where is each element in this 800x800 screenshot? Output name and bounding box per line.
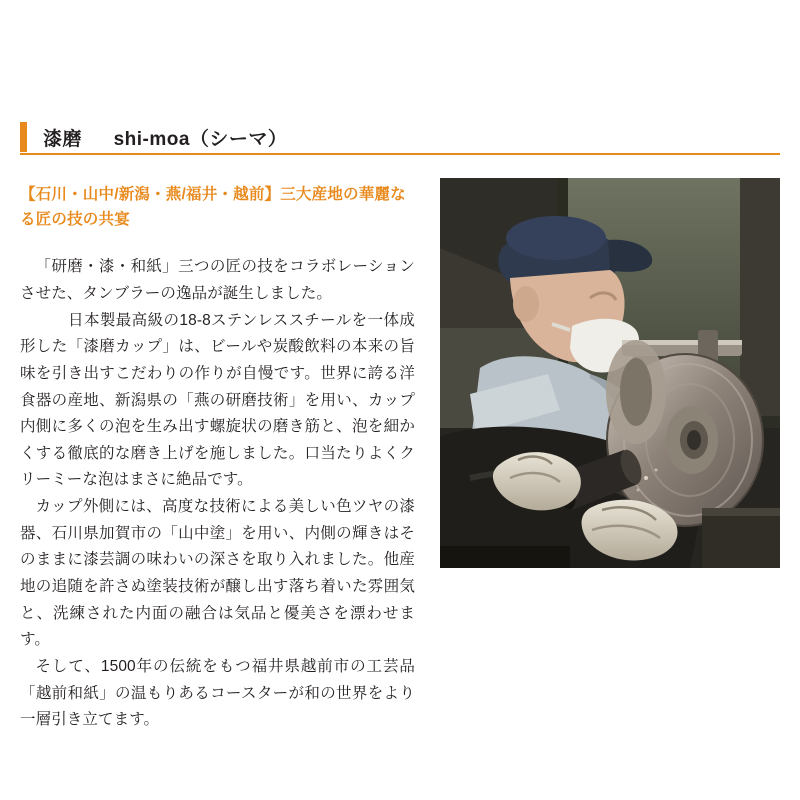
body-paragraph-2: 日本製最高級の18-8ステンレススチールを一体成形した「漆磨カップ」は、ビールや炭酸飲料の本来の旨味を引き出すこだわりの作りが自慢です。世界に誇る洋食器の産地、新潟県の「燕の研磨技術」を用い、カップ内側に多くの泡を生み出す螺旋状の磨き筋と、泡を細かくする徹底的な磨き上げを施しました。口当たりよくクリーミーな泡はまさに絶品です。 [20, 311, 415, 489]
body-paragraph-4: そして、1500年の伝統をもつ福井県越前市の工芸品「越前和紙」の温もりあるコースターが和の世界をより一層引き立てます。 [20, 658, 415, 729]
body-paragraph-3: カップ外側には、高度な技術による美しい色ツヤの漆器、石川県加賀市の「山中塗」を用い、内側の輝きはそのままに漆芸調の味わいの深さを取り入れました。他産地の追随を許さぬ塗装技術が醸し出す落ち着いた雰囲気と、洗練された内面の融合は気品と優美さを漂わせます。 [20, 498, 415, 649]
text-column [20, 182, 415, 734]
title-accent-bar [20, 122, 27, 152]
title-main: 漆磨 [43, 128, 83, 150]
lead-paragraph: 【石川・山中/新潟・燕/福井・越前】三大産地の華麗なる匠の技の共宴 [20, 186, 406, 229]
title-text [43, 124, 287, 151]
photo-illustration [440, 178, 780, 568]
page-title [20, 120, 780, 154]
craftsman-photo [440, 178, 780, 568]
title-roman: shi-moa（シーマ） [113, 128, 288, 150]
title-underline [20, 153, 780, 155]
body-copy [20, 254, 415, 734]
body-paragraph-1: 「研磨・漆・和紙」三つの匠の技をコラボレーションさせた、タンブラーの逸品が誕生しました。 [20, 258, 415, 302]
